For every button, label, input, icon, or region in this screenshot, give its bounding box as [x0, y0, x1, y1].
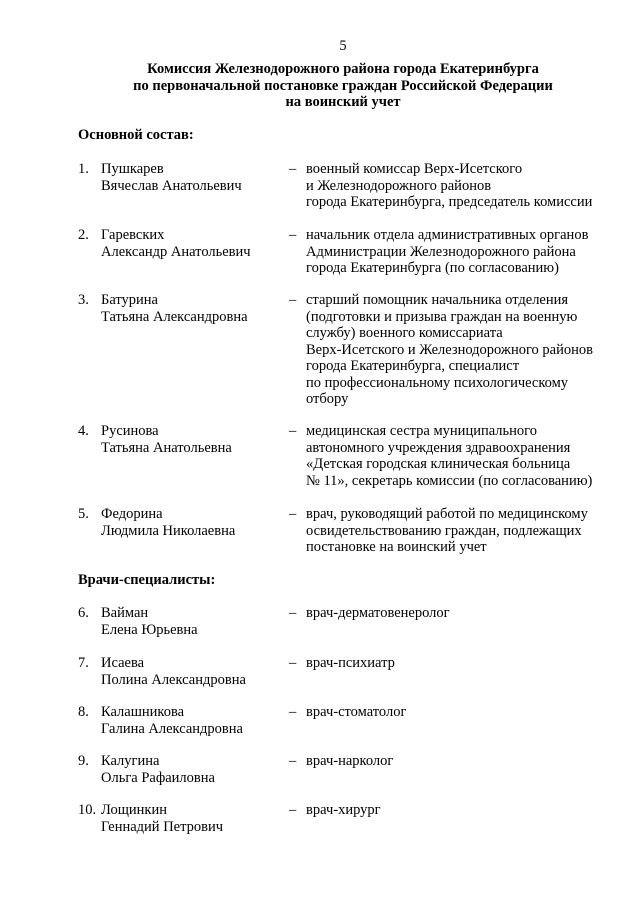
member-number: 3.: [78, 292, 89, 308]
member-dash: –: [289, 292, 297, 308]
member-name: Русинова Татьяна Анатольевна: [101, 423, 232, 456]
page-number: 5: [339, 38, 347, 54]
member-dash: –: [289, 605, 297, 621]
member-name: Исаева Полина Александровна: [101, 655, 246, 688]
member-number: 5.: [78, 506, 89, 522]
member-number: 6.: [78, 605, 89, 621]
member-name: Калугина Ольга Рафаиловна: [101, 753, 215, 786]
member-dash: –: [289, 506, 297, 522]
member-name: Пушкарев Вячеслав Анатольевич: [101, 161, 242, 194]
member-dash: –: [289, 655, 297, 671]
member-name: Лощинкин Геннадий Петрович: [101, 802, 224, 835]
member-number: 1.: [78, 161, 89, 177]
member-number: 9.: [78, 753, 89, 769]
document-title: [0, 61, 640, 111]
member-dash: –: [289, 704, 297, 720]
title-line-1: Комиссия Железнодорожного района города Екатеринбурга: [147, 61, 539, 77]
member-role: медицинская сестра муниципального автономного учреждения здравоохранения «Детская городская клиническая больница № 11», секретарь комиссии (по согласованию): [306, 423, 593, 489]
member-role: начальник отдела административных органов Администрации Железнодорожного района города Екатеринбурга (по согласованию): [306, 227, 589, 276]
section-title-main: Основной состав:: [78, 127, 194, 143]
member-role: врач-дерматовенеролог: [306, 605, 450, 621]
member-role: врач, руководящий работой по медицинскому освидетельствованию граждан, подлежащих постановке на воинский учет: [306, 506, 588, 555]
member-dash: –: [289, 753, 297, 769]
member-name: Федорина Людмила Николаевна: [101, 506, 236, 539]
member-dash: –: [289, 423, 297, 439]
member-number: 2.: [78, 227, 89, 243]
member-role: врач-нарколог: [306, 753, 394, 769]
title-line-2: по первоначальной постановке граждан Российской Федерации: [133, 77, 553, 94]
member-role: военный комиссар Верх-Исетского и Железнодорожного районов города Екатеринбурга, председатель комиссии: [306, 161, 593, 210]
member-name: Калашникова Галина Александровна: [101, 704, 243, 737]
title-line-3: на воинский учет: [285, 94, 401, 110]
member-name: Батурина Татьяна Александровна: [101, 292, 248, 325]
member-number: 8.: [78, 704, 89, 720]
member-role: врач-стоматолог: [306, 704, 407, 720]
member-role: врач-психиатр: [306, 655, 395, 671]
member-number: 7.: [78, 655, 89, 671]
member-name: Вайман Елена Юрьевна: [101, 605, 198, 638]
member-number: 10.: [78, 802, 97, 818]
member-number: 4.: [78, 423, 89, 439]
member-role: врач-хирург: [306, 802, 381, 818]
member-role: старший помощник начальника отделения (подготовки и призыва граждан на военную службу) военного комиссариата Верх-Исетского и Железнодорожного районов города Екатеринбурга, специалист по профессиональному психологическому отбору: [306, 292, 593, 407]
member-dash: –: [289, 161, 297, 177]
member-name: Гаревских Александр Анатольевич: [101, 227, 251, 260]
section-title-specialists: Врачи-специалисты:: [78, 572, 216, 588]
member-dash: –: [289, 802, 297, 818]
member-dash: –: [289, 227, 297, 243]
